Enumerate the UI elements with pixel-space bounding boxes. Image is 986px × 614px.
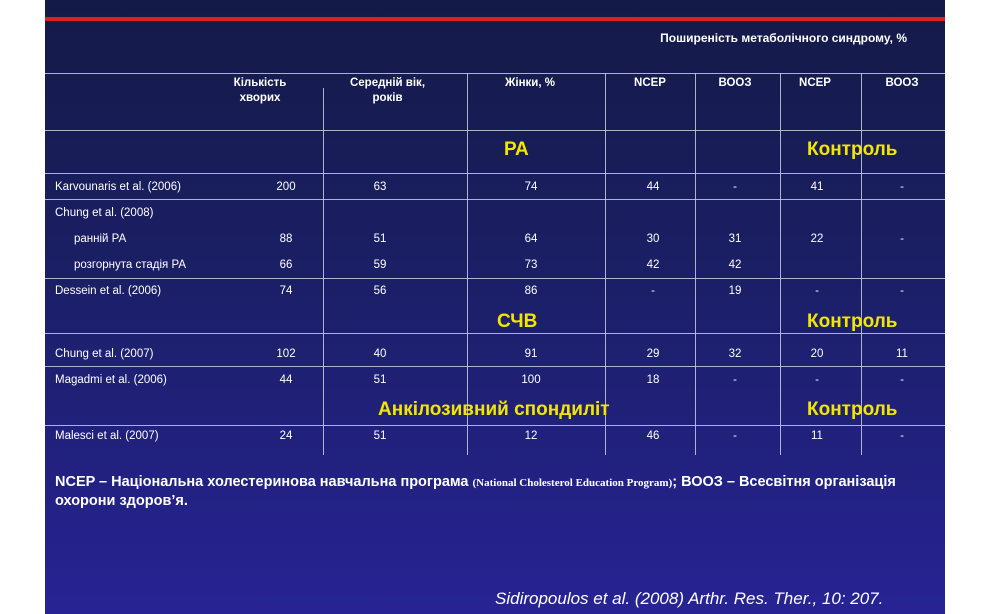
cell-ncep: 46 [646,430,660,442]
section-control: Контроль [807,311,898,332]
study-name: Magadmi et al. (2006) [55,374,167,386]
study-name: Dessein et al. (2006) [55,285,162,297]
study-name: Malesci et al. (2007) [55,430,159,442]
cell-age: 40 [373,348,387,360]
cell-age: 56 [373,285,387,297]
cell-women: 73 [524,259,538,271]
cell-control-who: - [900,181,904,193]
cell-control-ncep: - [815,285,819,297]
cell-women: 100 [521,374,541,386]
header-vooz-2: ВООЗ [885,77,919,89]
top-red-line [45,17,945,21]
cell-control-who: - [900,233,904,245]
cell-age: 51 [373,374,387,386]
cell-who: - [733,430,737,442]
source-citation: Sidiropoulos et al. (2008) Arthr. Res. Ther., 10: 207. [495,589,884,608]
cell-n: 102 [276,348,296,360]
grid-line [467,73,468,455]
study-name: Chung et al. (2008) [55,207,154,219]
cell-control-ncep: - [815,374,819,386]
footnote [55,473,905,510]
section-control: Контроль [807,139,898,160]
cell-control-who: 11 [896,348,908,360]
cell-women: 12 [524,430,538,442]
study-subgroup: розгорнута стадія РА [74,259,187,271]
footnote-part3: ; ВООЗ – Всесвітня організація охорони здоров’я. [55,474,896,509]
header-ncep-1: NCEP [634,77,666,89]
grid-line [45,333,945,334]
cell-who: 32 [728,348,742,360]
grid-line [695,73,696,455]
header-count: Кількість хворих [233,77,287,104]
cell-who: 42 [728,259,742,271]
grid-line [45,425,945,426]
cell-n: 24 [279,430,293,442]
grid-line [45,366,945,367]
grid-line [605,73,606,455]
section-ra: РА [504,139,529,160]
cell-age: 59 [373,259,387,271]
cell-women: 91 [524,348,538,360]
cell-age: 51 [373,233,387,245]
cell-control-who: - [900,285,904,297]
cell-women: 64 [524,233,538,245]
cell-n: 66 [279,259,293,271]
header-ncep-2: NCEP [799,77,831,89]
grid-line [861,73,862,455]
cell-n: 200 [276,181,296,193]
cell-control-who: - [900,374,904,386]
cell-age: 63 [373,181,387,193]
section-control: Контроль [807,399,898,420]
cell-control-ncep: 11 [811,430,823,442]
cell-who: - [733,181,737,193]
footnote-part2: (National Cholesterol Education Program) [472,477,673,489]
cell-control-ncep: 41 [810,181,824,193]
cell-who: 19 [728,285,742,297]
study-name: Karvounaris et al. (2006) [55,181,181,193]
section-scv: СЧВ [497,311,538,332]
cell-control-ncep: 22 [810,233,824,245]
slide [45,0,945,614]
study-subgroup: ранній РА [74,233,127,245]
cell-ncep: - [651,285,655,297]
cell-women: 74 [524,181,538,193]
cell-age: 51 [373,430,387,442]
study-name: Chung et al. (2007) [55,348,154,360]
grid-line [45,173,945,174]
grid-line [45,199,945,200]
cell-ncep: 18 [646,374,660,386]
header-women: Жінки, % [505,77,555,89]
cell-ncep: 42 [646,259,660,271]
cell-ncep: 29 [646,348,660,360]
cell-n: 44 [279,374,293,386]
cell-ncep: 30 [646,233,660,245]
footnote-part1: NCEP – Національна холестеринова навчальна програма [55,474,473,490]
grid-line [45,130,945,131]
header-age: Середній вік, років [349,77,426,104]
grid-line [45,73,945,74]
cell-who: - [733,374,737,386]
grid-line [45,278,945,279]
cell-control-ncep: 20 [810,348,824,360]
header-vooz-1: ВООЗ [718,77,752,89]
cell-control-who: - [900,430,904,442]
cell-ncep: 44 [646,181,660,193]
cell-n: 74 [279,285,293,297]
cell-who: 31 [728,233,742,245]
cell-women: 86 [524,285,538,297]
grid-line [323,88,324,455]
cell-n: 88 [279,233,293,245]
section-as: Анкілозивний спондиліт [378,399,610,420]
grid-line [780,73,781,455]
table-title: Поширеність метаболічного синдрому, % [660,31,907,45]
